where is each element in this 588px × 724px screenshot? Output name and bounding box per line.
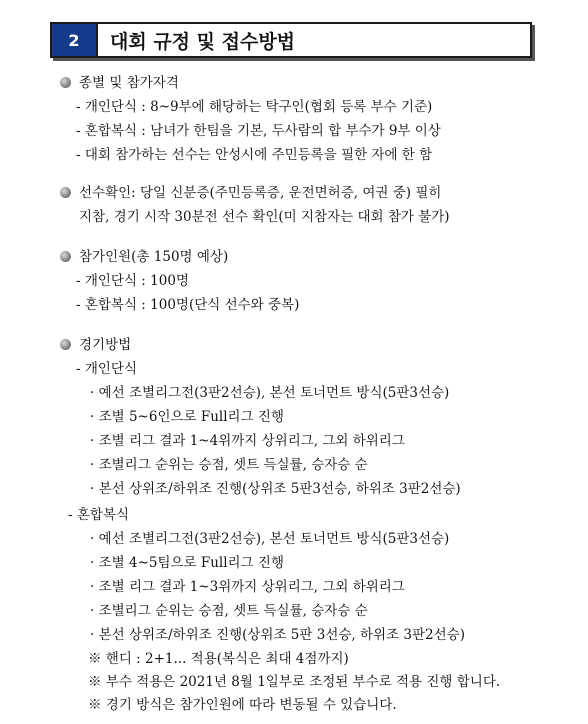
heading-category-eligibility [60, 74, 179, 92]
list-item: · 조별리그 순위는 승점, 셋트 득실률, 승자승 순 [90, 457, 368, 473]
list-item: · 조별 리그 결과 1~4위까지 상위리그, 그외 하위리그 [90, 433, 405, 449]
heading-player-check [60, 184, 441, 202]
list-item: · 예선 조별리그전(3판2선승), 본선 토너먼트 방식(5판3선승) [90, 385, 450, 401]
list-item: - 혼합복식 : 100명(단식 선수와 중복) [76, 297, 300, 313]
subheading-singles: - 개인단식 [76, 361, 138, 377]
list-item: · 조별 5~6인으로 Full리그 진행 [90, 409, 285, 425]
list-item: - 혼합복식 : 남녀가 한팀을 기본, 두사람의 합 부수가 9부 이상 [76, 123, 441, 139]
note: ※ 핸디 : 2+1... 적용(복식은 최대 4점까지) [88, 651, 349, 667]
paragraph-line: 지참, 경기 시작 30분전 선수 확인(미 지참자는 대회 참가 불가) [79, 209, 450, 225]
list-item: · 조별 리그 결과 1~3위까지 상위리그, 그외 하위리그 [90, 579, 405, 595]
heading-participants [60, 248, 228, 266]
list-item: · 조별 4~5팀으로 Full리그 진행 [90, 555, 285, 571]
section-number: 2 [52, 24, 96, 56]
subheading-mixed-doubles: - 혼합복식 [68, 507, 130, 523]
section-title: 대회 규정 및 접수방법 [96, 24, 530, 56]
heading-match-method [60, 336, 131, 354]
list-item: - 개인단식 : 100명 [76, 273, 189, 289]
circle-bullet-icon [60, 187, 71, 198]
heading-text: 참가인원(총 150명 예상) [79, 249, 229, 265]
heading-text: 선수확인: 당일 신분증(주민등록증, 운전면허증, 여권 중) 필히 [79, 185, 442, 201]
circle-bullet-icon [60, 251, 71, 262]
circle-bullet-icon [60, 339, 71, 350]
circle-bullet-icon [60, 77, 71, 88]
list-item: · 예선 조별리그전(3판2선승), 본선 토너먼트 방식(5판3선승) [90, 531, 450, 547]
list-item: · 본선 상위조/하위조 진행(상위조 5판 3선승, 하위조 3판2선승) [90, 627, 465, 643]
list-item: - 개인단식 : 8~9부에 해당하는 탁구인(협회 등록 부수 기준) [76, 99, 433, 115]
list-item: - 대회 참가하는 선수는 안성시에 주민등록을 필한 자에 한 함 [76, 147, 433, 163]
note: ※ 부수 적용은 2021년 8월 1일부로 조정된 부수로 적용 진행 합니다. [88, 674, 501, 690]
list-item: · 조별리그 순위는 승점, 셋트 득실률, 승자승 순 [90, 603, 368, 619]
heading-text: 종별 및 참가자격 [79, 75, 179, 91]
section-header [50, 22, 532, 58]
list-item: · 본선 상위조/하위조 진행(상위조 5판3선승, 하위조 3판2선승) [90, 481, 461, 497]
heading-text: 경기방법 [79, 337, 132, 353]
note: ※ 경기 방식은 참가인원에 따라 변동될 수 있습니다. [88, 697, 397, 713]
